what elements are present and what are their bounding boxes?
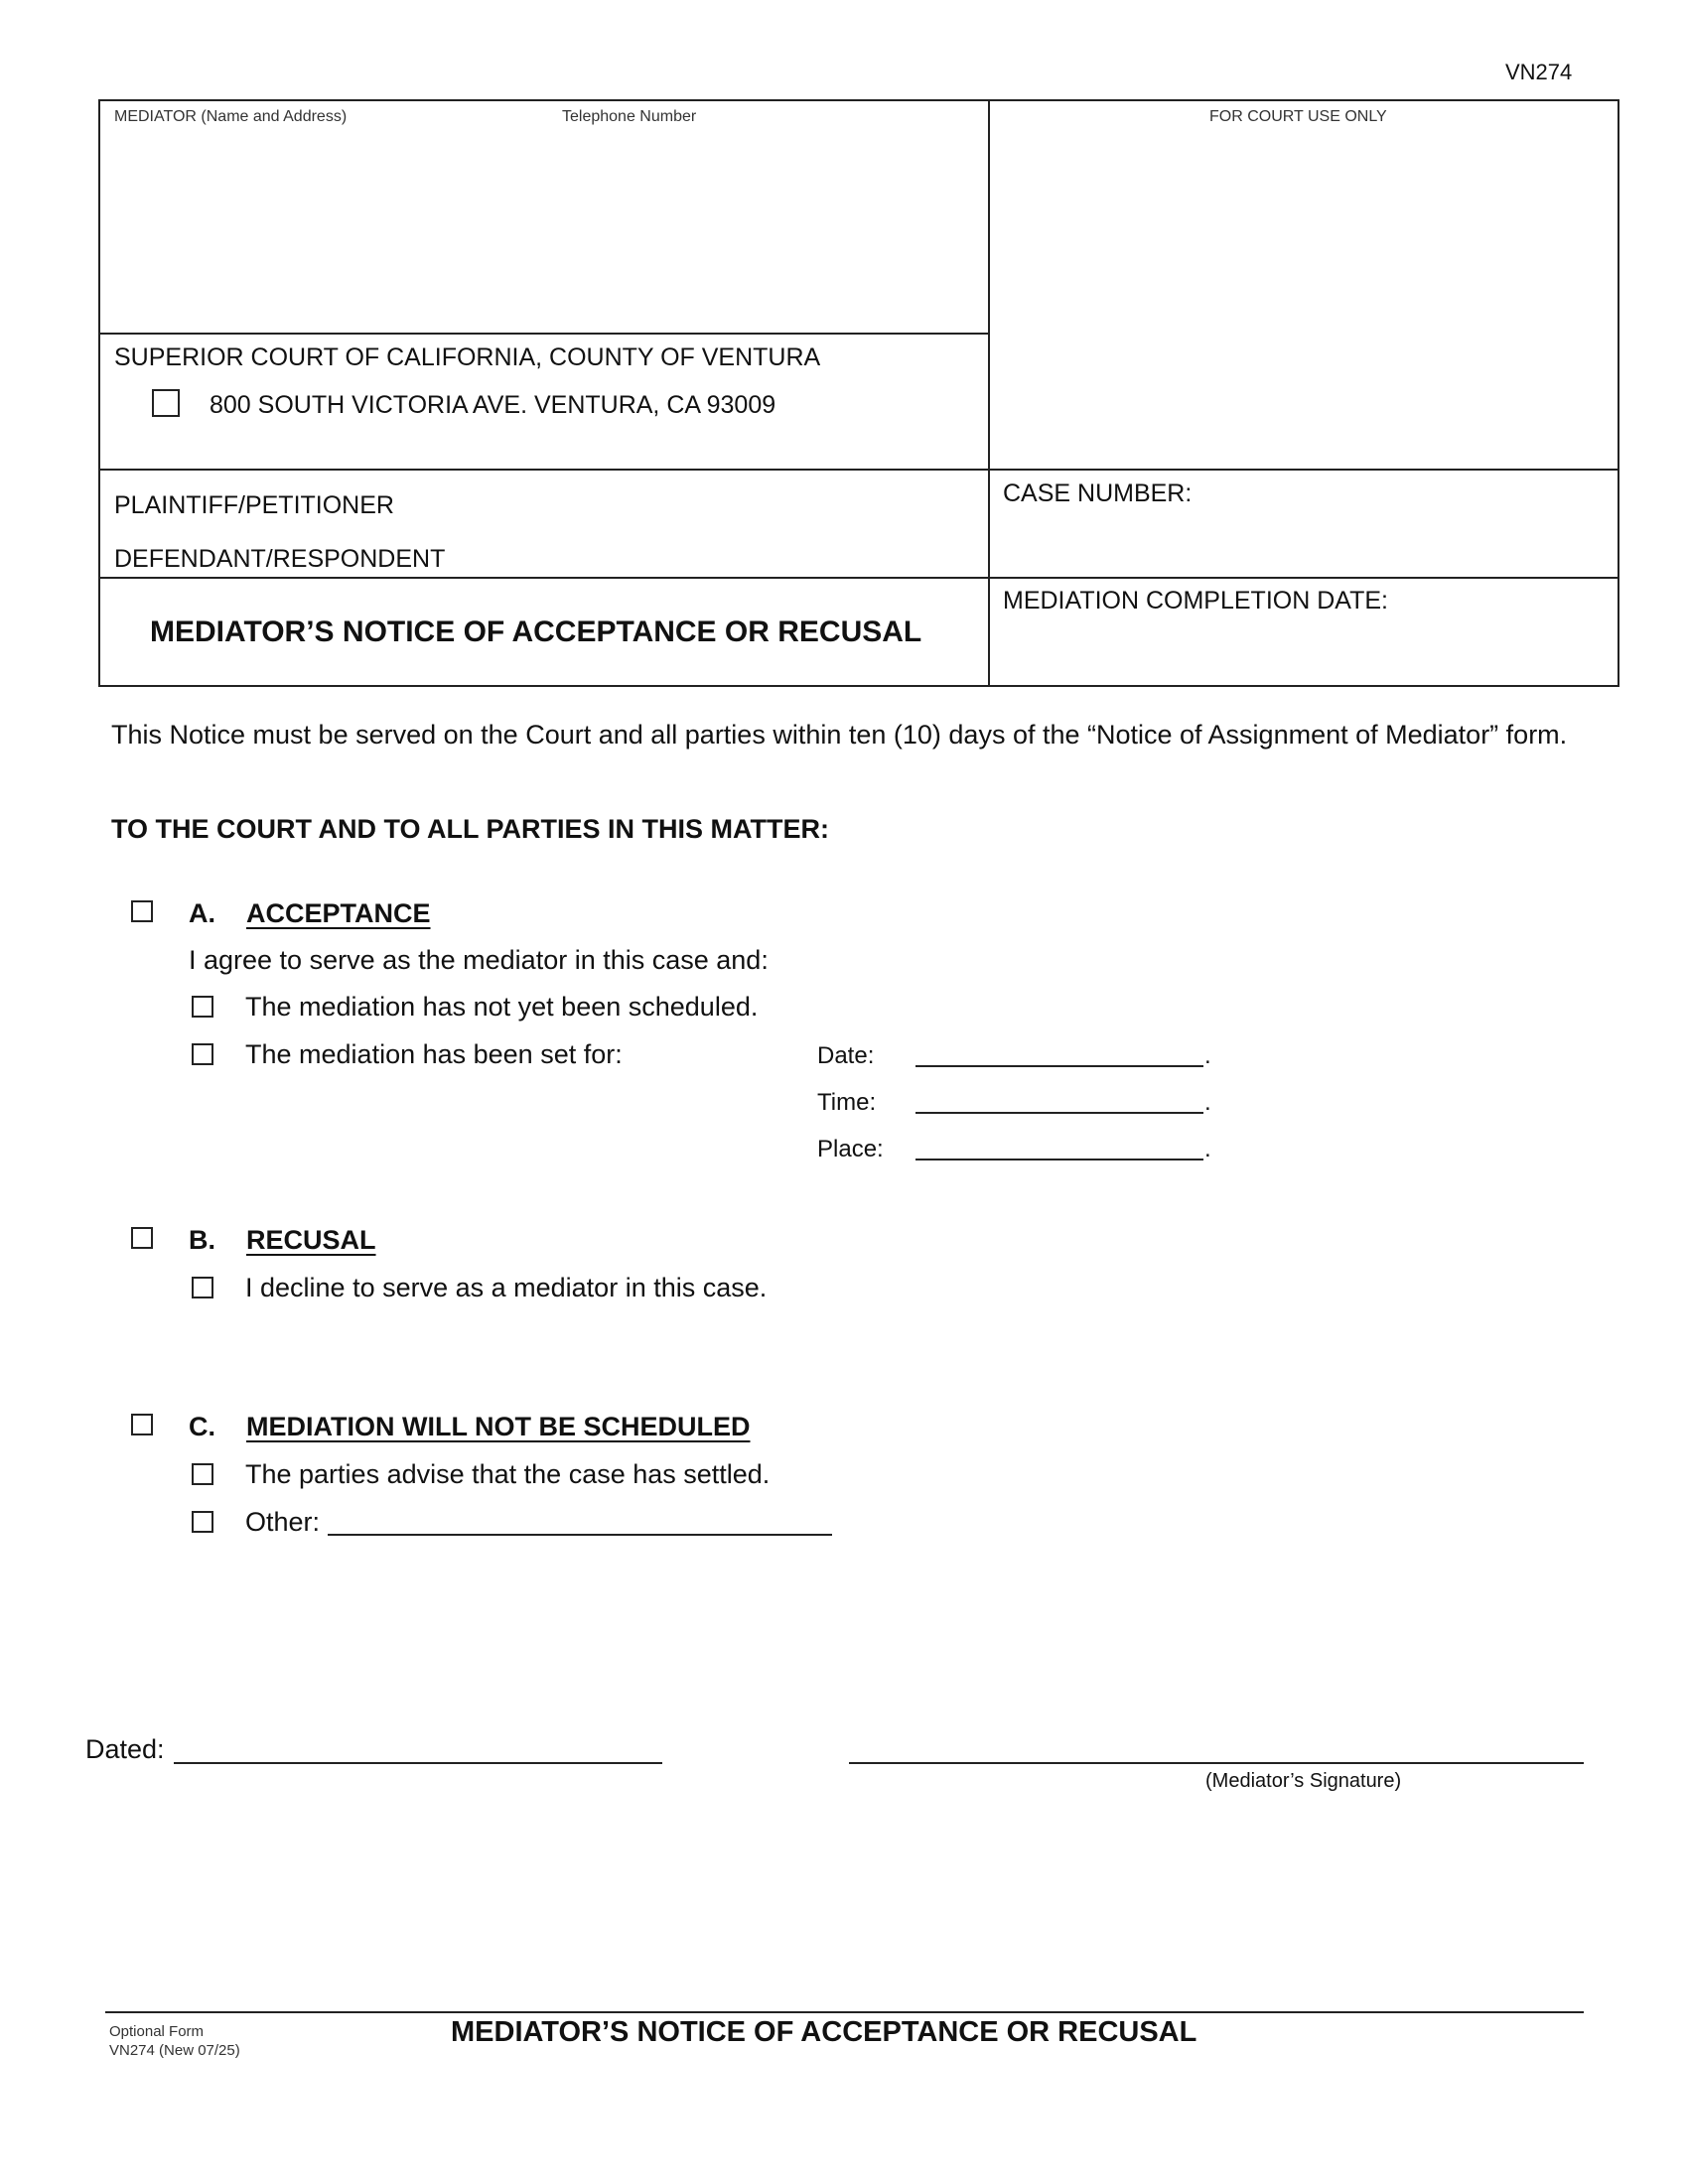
header-divider-mediator — [98, 333, 989, 335]
set-for-checkbox[interactable] — [192, 1043, 213, 1065]
not-scheduled-checkbox[interactable] — [192, 996, 213, 1018]
section-a-letter: A. — [189, 898, 215, 928]
court-name: SUPERIOR COURT OF CALIFORNIA, COUNTY OF VENTURA — [114, 343, 821, 371]
time-field[interactable] — [915, 1112, 1203, 1114]
other-checkbox[interactable] — [192, 1511, 213, 1533]
form-code: VN274 — [1505, 60, 1573, 84]
place-label: Place: — [817, 1136, 884, 1162]
signature-caption: (Mediator’s Signature) — [1205, 1770, 1402, 1792]
section-b-title: RECUSAL — [246, 1225, 376, 1255]
footer-title: MEDIATOR’S NOTICE OF ACCEPTANCE OR RECUSAL — [451, 2016, 1197, 2048]
dated-field[interactable] — [174, 1762, 662, 1764]
mediator-field[interactable] — [102, 131, 984, 328]
decline-label: I decline to serve as a mediator in this case. — [245, 1273, 768, 1302]
section-c-letter: C. — [189, 1412, 215, 1441]
not-scheduled-label: The mediation has not yet been scheduled. — [245, 992, 759, 1022]
set-for-label: The mediation has been set for: — [245, 1039, 623, 1069]
section-a-checkbox[interactable] — [131, 900, 153, 922]
completion-date-label: MEDIATION COMPLETION DATE: — [1003, 587, 1388, 614]
plaintiff-label: PLAINTIFF/PETITIONER — [114, 491, 394, 519]
other-field[interactable] — [328, 1534, 832, 1536]
time-period: . — [1204, 1089, 1211, 1116]
telephone-label: Telephone Number — [562, 108, 697, 125]
section-c-title: MEDIATION WILL NOT BE SCHEDULED — [246, 1412, 751, 1441]
footer-rule — [105, 2011, 1584, 2013]
court-address: 800 SOUTH VICTORIA AVE. VENTURA, CA 93009 — [210, 391, 776, 419]
addressee: TO THE COURT AND TO ALL PARTIES IN THIS MATTER: — [111, 814, 829, 844]
section-b-checkbox[interactable] — [131, 1227, 153, 1249]
decline-checkbox[interactable] — [192, 1277, 213, 1298]
case-number-label: CASE NUMBER: — [1003, 479, 1193, 507]
section-b-letter: B. — [189, 1225, 215, 1255]
signature-line[interactable] — [849, 1762, 1584, 1764]
footer-optional-form: Optional Form — [109, 2023, 205, 2040]
form-title: MEDIATOR’S NOTICE OF ACCEPTANCE OR RECUSAL — [150, 615, 922, 648]
place-period: . — [1204, 1136, 1211, 1162]
notice-text: This Notice must be served on the Court and all parties within ten (10) days of the “Notice of Assignment of Mediator” form. — [111, 720, 1568, 750]
section-c-checkbox[interactable] — [131, 1414, 153, 1435]
other-label: Other: — [245, 1507, 321, 1537]
section-a-title: ACCEPTANCE — [246, 898, 431, 928]
place-field[interactable] — [915, 1159, 1203, 1160]
settled-checkbox[interactable] — [192, 1463, 213, 1485]
court-use-label: FOR COURT USE ONLY — [1209, 108, 1387, 125]
defendant-label: DEFENDANT/RESPONDENT — [114, 545, 446, 573]
header-divider-title — [98, 577, 1619, 579]
time-label: Time: — [817, 1089, 877, 1116]
mediator-label: MEDIATOR (Name and Address) — [114, 108, 348, 125]
date-period: . — [1204, 1042, 1211, 1069]
settled-label: The parties advise that the case has settled. — [245, 1459, 771, 1489]
dated-label: Dated: — [85, 1734, 165, 1764]
footer-form-revision: VN274 (New 07/25) — [109, 2042, 240, 2059]
court-address-checkbox[interactable] — [152, 389, 180, 417]
header-divider-parties — [98, 469, 1619, 471]
date-label: Date: — [817, 1042, 875, 1069]
section-a-intro: I agree to serve as the mediator in this case and: — [189, 945, 769, 975]
header-divider-vertical — [988, 99, 990, 687]
date-field[interactable] — [915, 1065, 1203, 1067]
